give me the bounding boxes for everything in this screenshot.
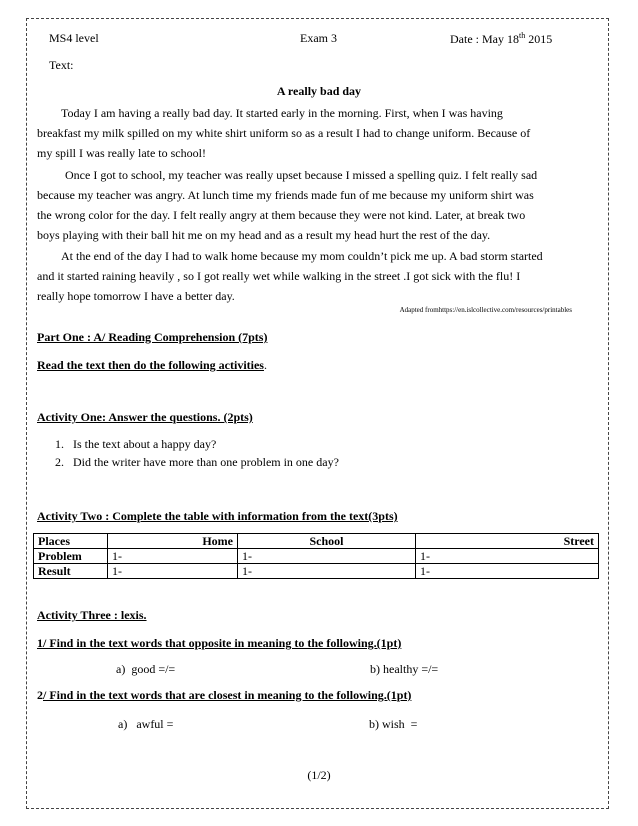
- table-header-row: [34, 534, 599, 549]
- table-cell[interactable]: 1-: [416, 564, 599, 579]
- paragraph-1: Today I am having a really bad day. It started early in the morning. First, when I was having breakfast my milk spilled on my white shirt uniform so as a result I had to change uniform. Because of my spill I was really late to school!: [37, 106, 531, 160]
- lexis-q1-b: b) healthy =/=: [370, 662, 439, 676]
- table-cell[interactable]: 1-: [238, 564, 416, 579]
- paragraph-3: At the end of the day I had to walk home because my mom couldn’t pick me up. A bad storm started and it started raining heavily , so I got really wet while walking in the street .I got sick with the flu! I really hope tomorrow I have a better day.: [37, 249, 543, 303]
- row-label: Result: [34, 564, 108, 579]
- level-label: MS4 level: [49, 31, 99, 45]
- table-row: [34, 564, 599, 579]
- lexis-question-2: 2/ Find in the text words that are closest in meaning to the following.(1pt): [37, 688, 412, 702]
- exam-date: Date : May 18th 2015: [450, 31, 553, 46]
- part-one-heading: Part One : A/ Reading Comprehension (7pts): [37, 330, 268, 344]
- activity-three-heading: Activity Three : lexis.: [37, 608, 147, 622]
- story-title: A really bad day: [276, 84, 362, 98]
- activity-one-heading: Activity One: Answer the questions. (2pts): [37, 410, 253, 424]
- lexis-q2-a: a) awful =: [118, 717, 174, 731]
- lexis-q1-a: a) good =/=: [116, 662, 176, 676]
- page-number: (1/2): [307, 768, 331, 782]
- header-places: Places: [34, 534, 108, 549]
- instruction: Read the text then do the following activities.: [37, 358, 267, 372]
- lexis-q2-b: b) wish =: [369, 717, 418, 731]
- table-cell[interactable]: 1-: [416, 549, 599, 564]
- info-table: [33, 533, 599, 579]
- header-school: School: [238, 534, 416, 549]
- exam-label: Exam 3: [300, 31, 337, 45]
- activity-two-heading: Activity Two : Complete the table with information from the text(3pts): [37, 509, 398, 523]
- table-cell[interactable]: 1-: [108, 564, 238, 579]
- paragraph-2: Once I got to school, my teacher was really upset because I missed a spelling quiz. I felt really sad because my teacher was angry. At lunch time my friends made fun of me because my uniform shirt was the wrong color for the day. I felt really angry at them because they were not kind. Later, at break two boys playing with their ball hit me on my head and as a result my head hurt the rest of the day.: [37, 168, 538, 242]
- text-label: Text:: [49, 58, 74, 72]
- table-cell[interactable]: 1-: [238, 549, 416, 564]
- header-street: Street: [416, 534, 599, 549]
- question-1: 1. Is the text about a happy day?: [55, 437, 217, 451]
- lexis-question-1: 1/ Find in the text words that opposite in meaning to the following.(1pt): [37, 636, 402, 650]
- row-label: Problem: [34, 549, 108, 564]
- header-home: Home: [108, 534, 238, 549]
- table-row: [34, 549, 599, 564]
- question-2: 2. Did the writer have more than one problem in one day?: [55, 455, 339, 469]
- table-cell[interactable]: 1-: [108, 549, 238, 564]
- source-citation: Adapted fromhttps://en.islcollective.com/resources/printables: [399, 306, 572, 314]
